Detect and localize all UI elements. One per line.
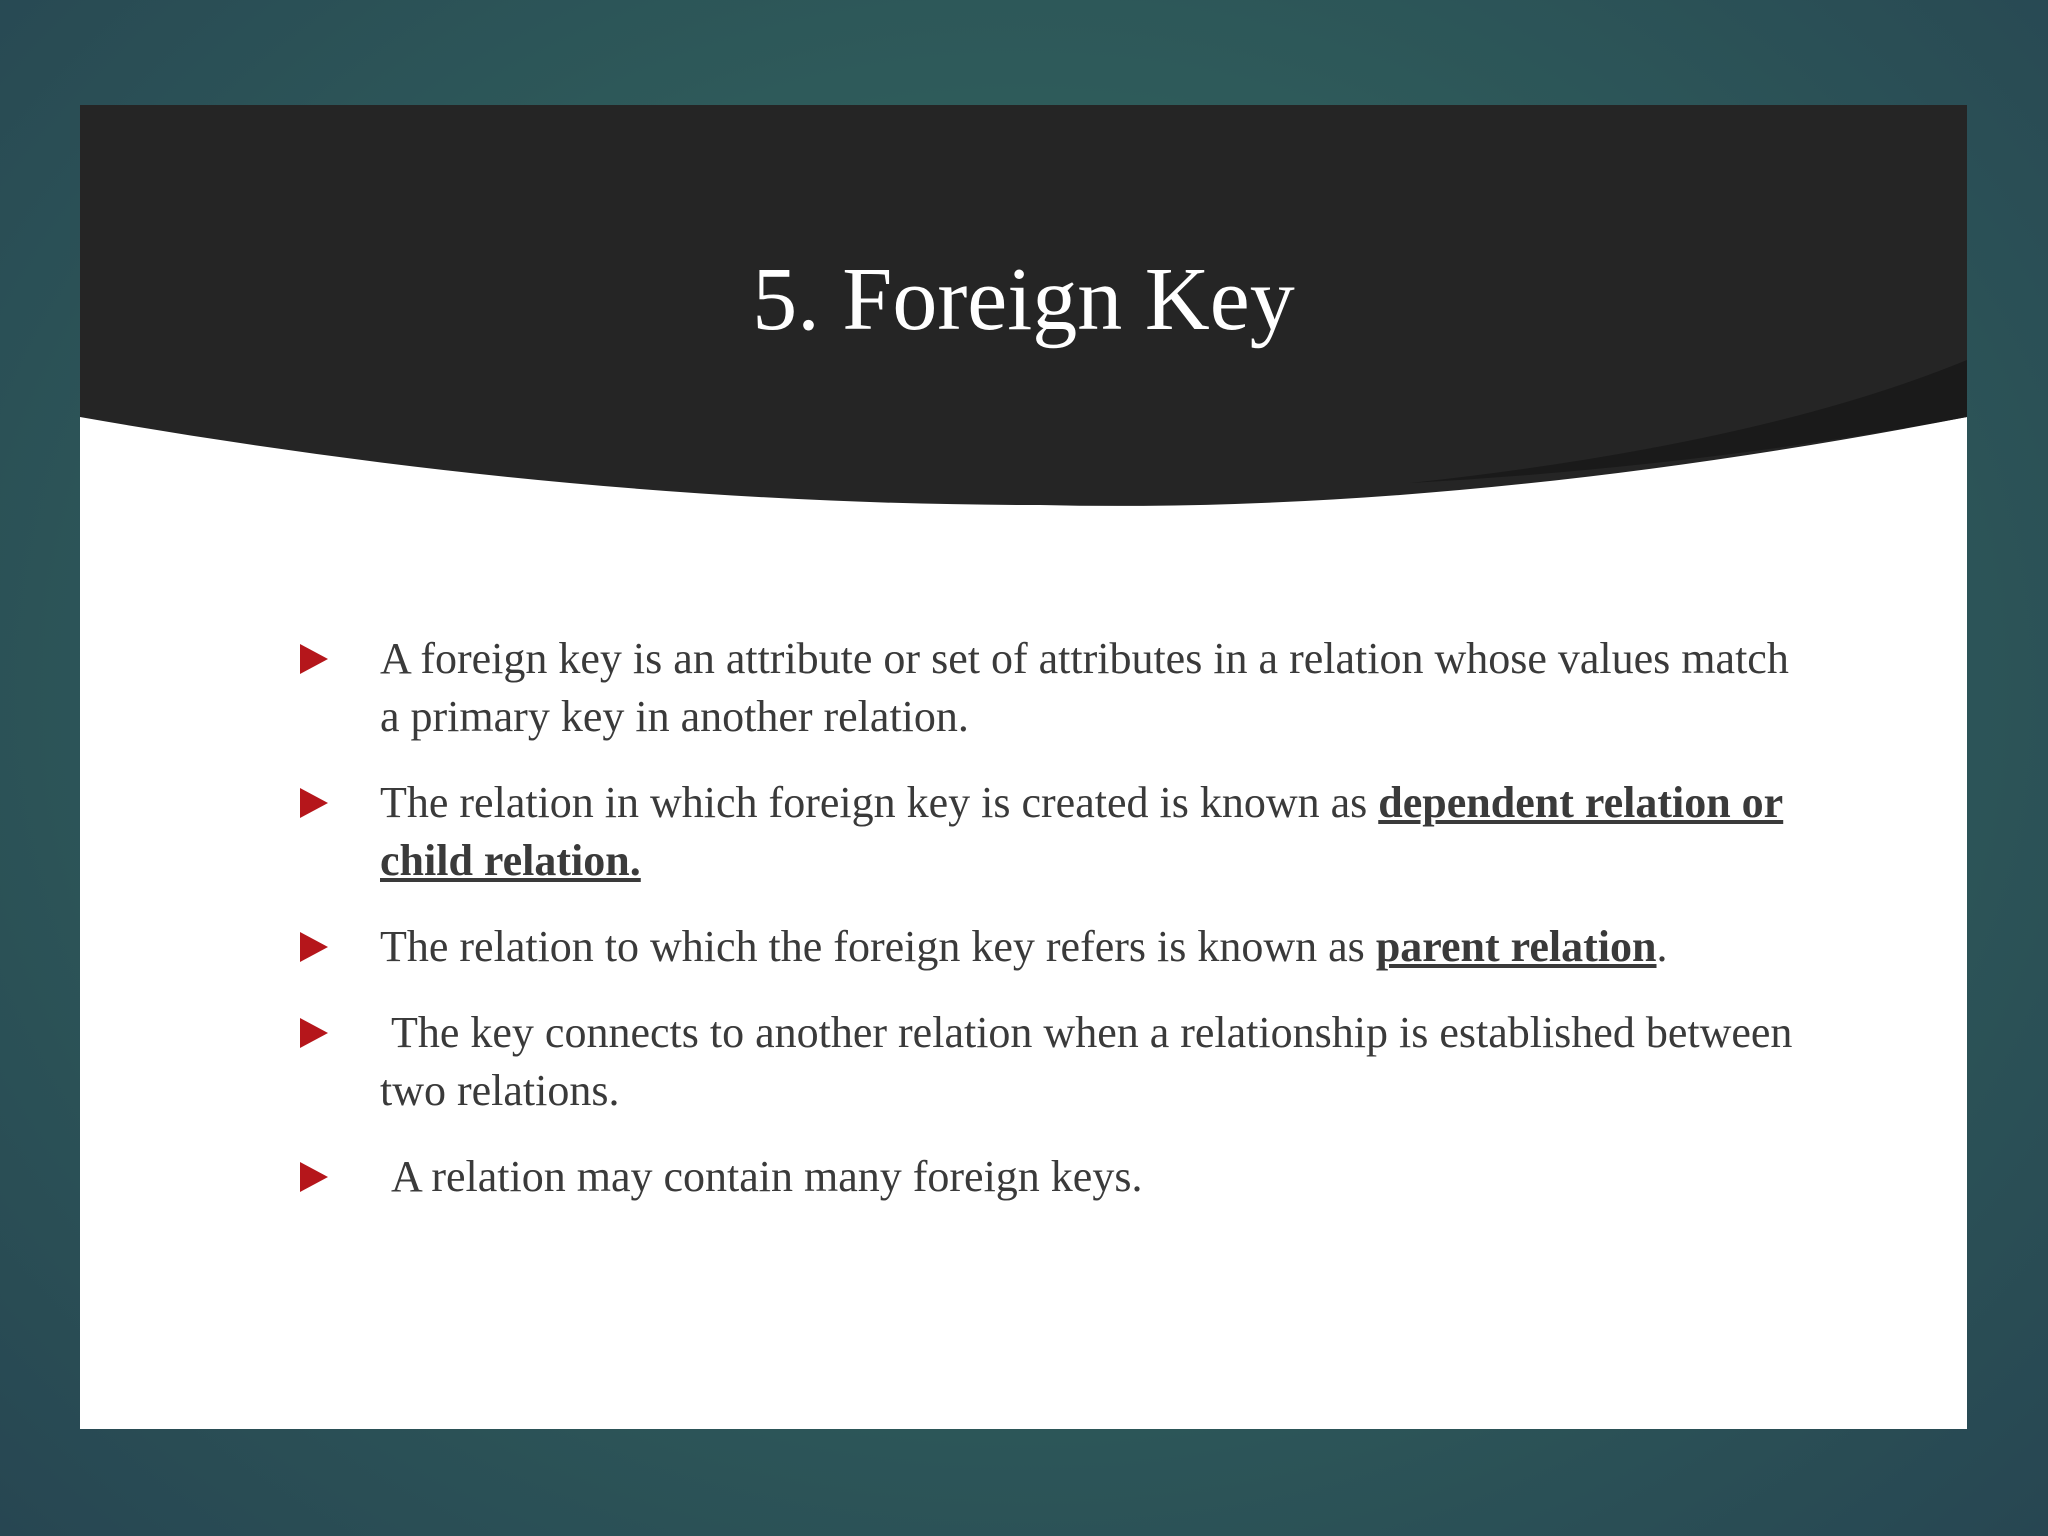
slide: [80, 105, 1967, 1429]
triangle-bullet-icon: [300, 788, 328, 818]
bullet-item: [300, 630, 1810, 746]
bullet-item: [300, 774, 1810, 890]
bullet-list: [300, 630, 1810, 1234]
bullet-item: [300, 918, 1810, 976]
bullet-text: A relation may contain many foreign keys.: [380, 1152, 1143, 1201]
bullet-text: A foreign key is an attribute or set of attributes in a relation whose values match a primary key in another relation.: [380, 634, 1789, 741]
triangle-bullet-icon: [300, 1018, 328, 1048]
bullet-text: The relation in which foreign key is created is known as: [380, 778, 1379, 827]
bullet-emphasis: parent relation: [1375, 922, 1657, 971]
bullet-item: [300, 1004, 1810, 1120]
bullet-suffix: .: [1656, 922, 1668, 971]
triangle-bullet-icon: [300, 1162, 328, 1192]
slide-title: 5. Foreign Key: [752, 250, 1295, 349]
bullet-text: The key connects to another relation when a relationship is established between two relations.: [380, 1008, 1804, 1115]
bullet-text: The relation to which the foreign key refers is known as: [380, 922, 1376, 971]
triangle-bullet-icon: [300, 932, 328, 962]
bullet-item: [300, 1148, 1810, 1206]
bullet-emphasis: dependent relation or child relation.: [380, 778, 1784, 885]
triangle-bullet-icon: [300, 644, 328, 674]
